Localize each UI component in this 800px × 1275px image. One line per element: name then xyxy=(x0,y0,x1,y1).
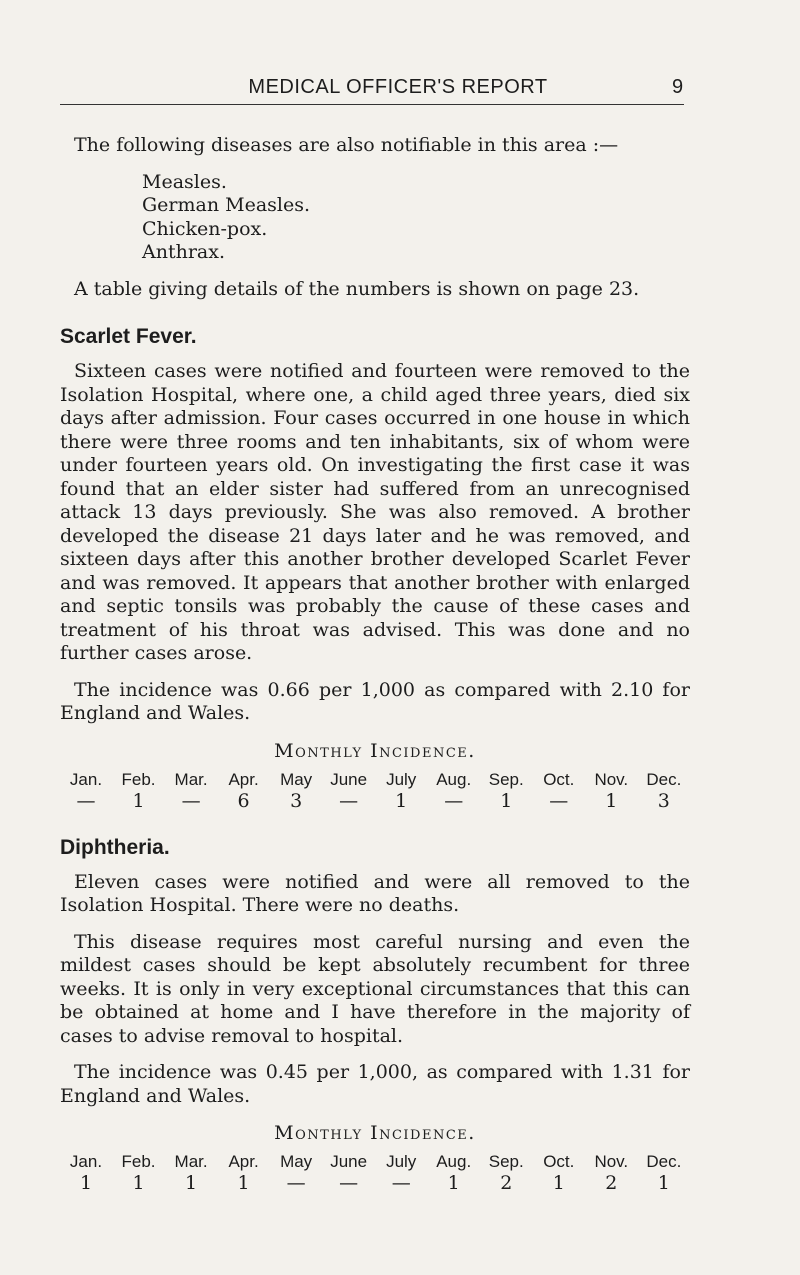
month-label: Dec. xyxy=(646,769,682,789)
month-label: May xyxy=(280,769,313,789)
running-title: MEDICAL OFFICER'S REPORT xyxy=(248,76,548,98)
month-label: Nov. xyxy=(594,1152,629,1171)
list-item: Measles. xyxy=(142,170,227,193)
month-count: — xyxy=(339,1172,359,1194)
scarlet-fever-months-row xyxy=(60,770,690,790)
month-count: 1 xyxy=(132,1172,145,1194)
header-rule xyxy=(60,104,684,105)
month-count: 6 xyxy=(237,789,250,812)
month-count: — xyxy=(286,1172,306,1194)
month-label: Jan. xyxy=(69,1152,103,1171)
section-heading-diphtheria: Diphtheria. xyxy=(60,835,170,859)
table-note: A table giving details of the numbers is shown on page 23. xyxy=(74,277,640,300)
scarlet-fever-incidence-title: Monthly Incidence. xyxy=(274,739,476,762)
scarlet-fever-paragraph-2: The incidence was 0.66 per 1,000 as compared with 2.10 for England and Wales. xyxy=(60,678,690,724)
month-count: 1 xyxy=(185,1172,198,1194)
month-label: June xyxy=(330,769,368,789)
month-label: Oct. xyxy=(543,769,575,789)
month-count: 1 xyxy=(500,789,513,812)
month-label: June xyxy=(330,1152,368,1171)
month-label: Feb. xyxy=(121,1152,156,1171)
page-body xyxy=(60,134,690,1194)
month-count: — xyxy=(391,1172,411,1194)
month-count: 1 xyxy=(79,1172,93,1194)
month-count: 1 xyxy=(657,1172,670,1194)
diphtheria-counts-row xyxy=(60,1172,690,1194)
month-label: Apr. xyxy=(228,1152,259,1171)
month-count: 1 xyxy=(395,789,408,812)
month-label: Oct. xyxy=(543,1152,575,1171)
intro-paragraph: The following diseases are also notifiable in this area :— xyxy=(74,134,619,156)
month-label: Aug. xyxy=(436,1152,472,1171)
diphtheria-incidence-title: Monthly Incidence. xyxy=(274,1122,476,1144)
list-item: Anthrax. xyxy=(142,241,225,263)
scarlet-fever-counts-row xyxy=(60,790,690,812)
month-label: Jan. xyxy=(69,769,103,789)
section-heading-scarlet-fever: Scarlet Fever. xyxy=(60,325,197,348)
month-count: 2 xyxy=(605,1172,618,1194)
month-count: 1 xyxy=(605,789,618,812)
month-count: 1 xyxy=(447,1172,460,1194)
diphtheria-paragraph-2: This disease requires most careful nursing and even the mildest cases should be kept absolutely recumbent for three weeks. It is only in very exceptional circumstances that this can be obtained at home and I have therefore in the majority of cases to advise removal to hospital. xyxy=(60,930,690,1047)
month-count: — xyxy=(444,789,464,812)
month-count: 1 xyxy=(132,789,145,812)
month-label: Mar. xyxy=(174,1152,208,1171)
month-label: Apr. xyxy=(228,769,259,789)
page-number: 9 xyxy=(672,76,684,98)
month-count: 1 xyxy=(237,1172,250,1194)
diphtheria-paragraph-3: The incidence was 0.45 per 1,000, as compared with 1.31 for England and Wales. xyxy=(60,1061,690,1107)
month-count: 3 xyxy=(290,789,303,812)
month-count: — xyxy=(339,789,359,812)
month-label: Dec. xyxy=(646,1152,682,1171)
month-label: Nov. xyxy=(594,769,629,789)
list-item: Chicken-pox. xyxy=(142,217,268,240)
month-label: July xyxy=(386,1152,417,1171)
month-label: Mar. xyxy=(174,769,208,789)
month-label: Aug. xyxy=(436,769,472,789)
month-count: — xyxy=(549,789,569,812)
month-label: Sep. xyxy=(488,1152,524,1171)
month-label: Feb. xyxy=(121,769,156,789)
notifiable-disease-list xyxy=(142,171,690,265)
diphtheria-months-row xyxy=(60,1152,690,1172)
diphtheria-paragraph-1: Eleven cases were notified and were all removed to the Isolation Hospital. There were no deaths. xyxy=(60,870,690,916)
month-count: 3 xyxy=(657,789,670,812)
month-count: — xyxy=(181,789,201,812)
scarlet-fever-paragraph-1: Sixteen cases were notified and fourteen were removed to the Isolation Hospital, where one, a child aged three years, died six days after admission. Four cases occurred in one house in which there were three rooms and ten inhabitants, six of whom were under fourteen years old. On investigating the first case it was found that an elder sister had suffered from an unrecognised attack 13 days previously. She was also removed. A brother developed the disease 21 days later and he was removed, and sixteen days after this another brother developed Scarlet Fever and was removed. It appears that another brother with enlarged and septic tonsils was probably the cause of these cases and treatment of his throat was advised. This was done and no further cases arose. xyxy=(60,360,690,664)
month-count: 1 xyxy=(552,1172,565,1194)
month-count: 2 xyxy=(500,1172,513,1194)
month-label: May xyxy=(280,1152,313,1171)
month-label: Sep. xyxy=(488,769,524,789)
month-count: — xyxy=(76,789,96,812)
list-item: German Measles. xyxy=(142,194,311,216)
month-label: July xyxy=(386,769,417,789)
